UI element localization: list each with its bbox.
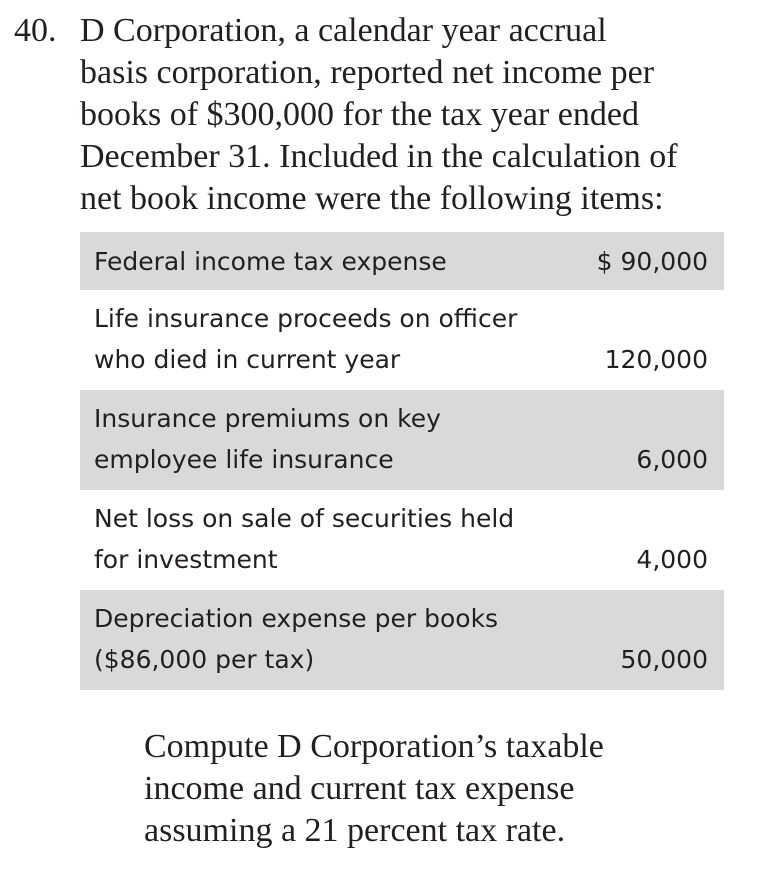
- item-amount: 120,000: [604, 345, 708, 374]
- item-amount: 50,000: [571, 590, 724, 690]
- question-number: 40.: [14, 12, 57, 49]
- item-label-line: Federal income tax expense: [94, 246, 447, 276]
- question-intro-line: net book income were the following items:: [80, 180, 664, 217]
- item-label-line: Depreciation expense per books: [94, 604, 499, 633]
- item-label-line: ($86,000 per tax): [94, 645, 315, 674]
- question-intro: [80, 10, 760, 220]
- item-label-line: employee life insurance: [94, 445, 394, 474]
- item-amount: 6,000: [571, 390, 724, 490]
- item-label-line: Insurance premiums on key: [94, 404, 441, 433]
- prompt-line: Compute D Corporation’s taxable: [144, 728, 604, 765]
- item-label-line: who died in current year: [94, 345, 401, 374]
- item-amount: 4,000: [636, 545, 708, 574]
- table-row: [80, 390, 724, 490]
- item-label: [80, 290, 571, 390]
- table-row: [80, 290, 724, 390]
- question-intro-line: December 31. Included in the calculation of: [80, 138, 678, 175]
- item-label-line: Life insurance proceeds on officer: [94, 304, 518, 333]
- prompt-line: income and current tax expense: [144, 770, 575, 807]
- question-intro-line: D Corporation, a calendar year accrual: [80, 12, 607, 49]
- item-amount: $ 90,000: [571, 232, 724, 290]
- item-label-line: for investment: [94, 545, 278, 574]
- question-prompt: [144, 726, 744, 852]
- item-label-line: Net loss on sale of securities held: [94, 504, 515, 533]
- question-intro-line: basis corporation, reported net income per: [80, 54, 655, 91]
- table-row: [80, 490, 724, 590]
- prompt-line: assuming a 21 percent tax rate.: [144, 812, 566, 849]
- question-intro-line: books of $300,000 for the tax year ended: [80, 96, 639, 133]
- items-table: [80, 232, 724, 690]
- table-row: [80, 232, 724, 290]
- item-label: [80, 232, 571, 290]
- item-label: [80, 590, 571, 690]
- item-label: [80, 390, 571, 490]
- table-row: [80, 590, 724, 690]
- item-label: [80, 490, 571, 590]
